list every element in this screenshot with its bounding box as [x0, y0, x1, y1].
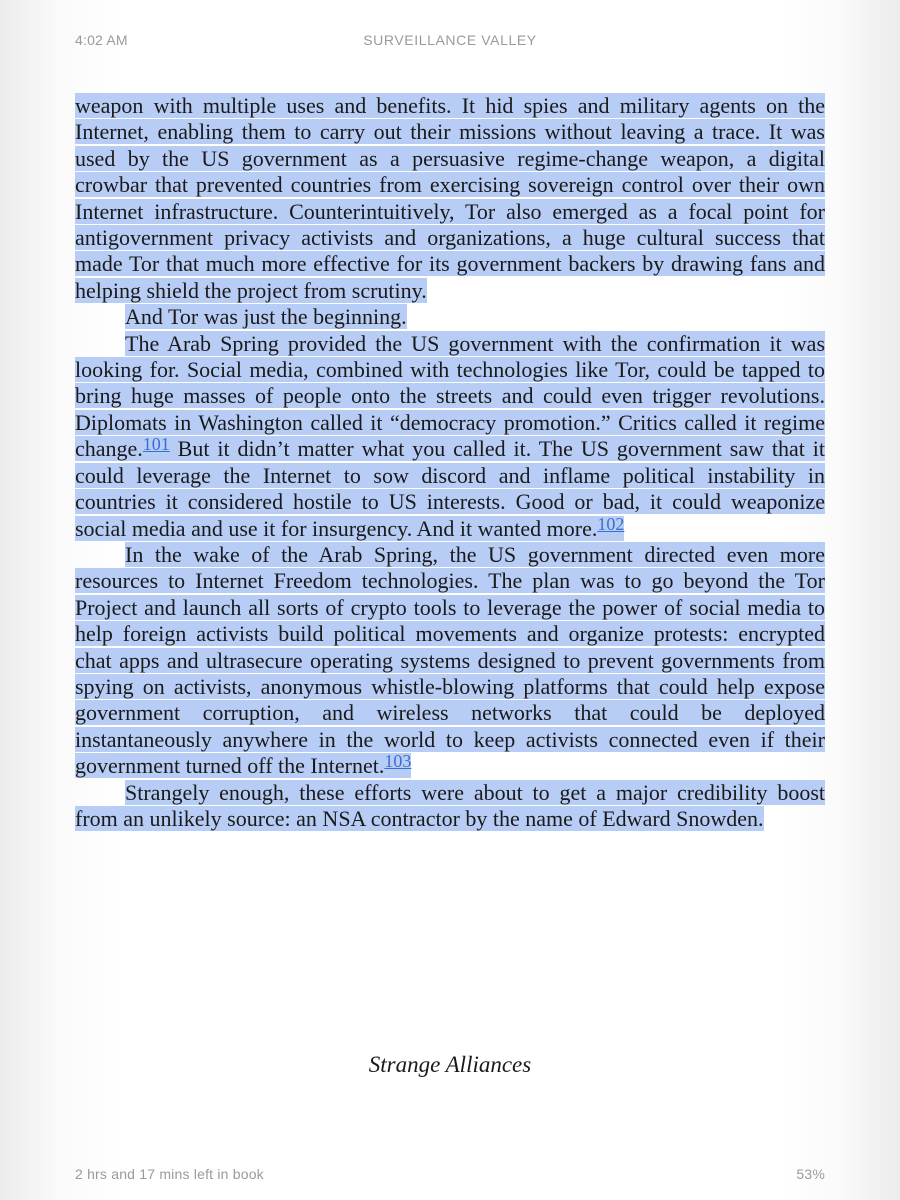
book-title: SURVEILLANCE VALLEY	[363, 32, 537, 48]
paragraph	[75, 331, 825, 542]
paragraph	[75, 93, 825, 304]
selected-text[interactable]: Strangely enough, these efforts were about to get a major credibility boost from an unlikely source: an NSA contractor by the name of Edward Snowden.	[75, 779, 825, 831]
footnote-link-103[interactable]: 103	[384, 751, 412, 772]
selected-text[interactable]: The Arab Spring provided the US government with the confirmation it was looking for. Social media, combined with technologies like Tor, could be tapped to bring huge masses of people onto the streets and could even trigger revolutions. Diplomats in Washington called it “democracy promotion.” Critics called it regime change.	[75, 330, 825, 462]
paragraph	[75, 304, 825, 330]
selected-text[interactable]: In the wake of the Arab Spring, the US government directed even more resources to Internet Freedom technologies. The plan was to go beyond the Tor Project and launch all sorts of crypto tools to leverage the power of social media to help foreign activists build political movements and organize protests: encrypted chat apps and ultrasecure operating systems designed to prevent governments from spying on activists, anonymous whistle-blowing platforms that could help expose government corruption, and wireless networks that could be deployed instantaneously anywhere in the world to keep activists connected even if their government turned off the Internet.	[75, 541, 825, 779]
time-left-in-book: 2 hrs and 17 mins left in book	[75, 1166, 264, 1182]
page-content	[75, 93, 825, 832]
selected-text[interactable]: And Tor was just the beginning.	[125, 304, 407, 330]
footnote-link-102[interactable]: 102	[597, 513, 625, 534]
reading-progress: 53%	[796, 1166, 825, 1182]
status-time: 4:02 AM	[75, 32, 128, 48]
footnote-link-101[interactable]: 101	[142, 434, 170, 455]
selected-text[interactable]: weapon with multiple uses and benefits. It hid spies and military agents on the Internet, enabling them to carry out their missions without leaving a trace. It was used by the US government as a persuasive regime-change weapon, a digital crowbar that prevented countries from exercising sovereign control over their own Internet infrastructure. Counterintuitively, Tor also emerged as a focal point for antigovernment privacy activists and organizations, a huge cultural success that made Tor that much more effective for its government backers by drawing fans and helping shield the project from scrutiny.	[75, 93, 825, 303]
paragraph	[75, 780, 825, 833]
selected-text[interactable]: But it didn’t matter what you called it. The US government saw that it could leverage the Internet to sow discord and inflame political instability in countries it considered hostile to US interests. Good or bad, it could weaponize social media and use it for insurgency. And it wanted more.	[75, 436, 825, 541]
paragraph	[75, 542, 825, 780]
section-heading: Strange Alliances	[368, 1052, 532, 1077]
